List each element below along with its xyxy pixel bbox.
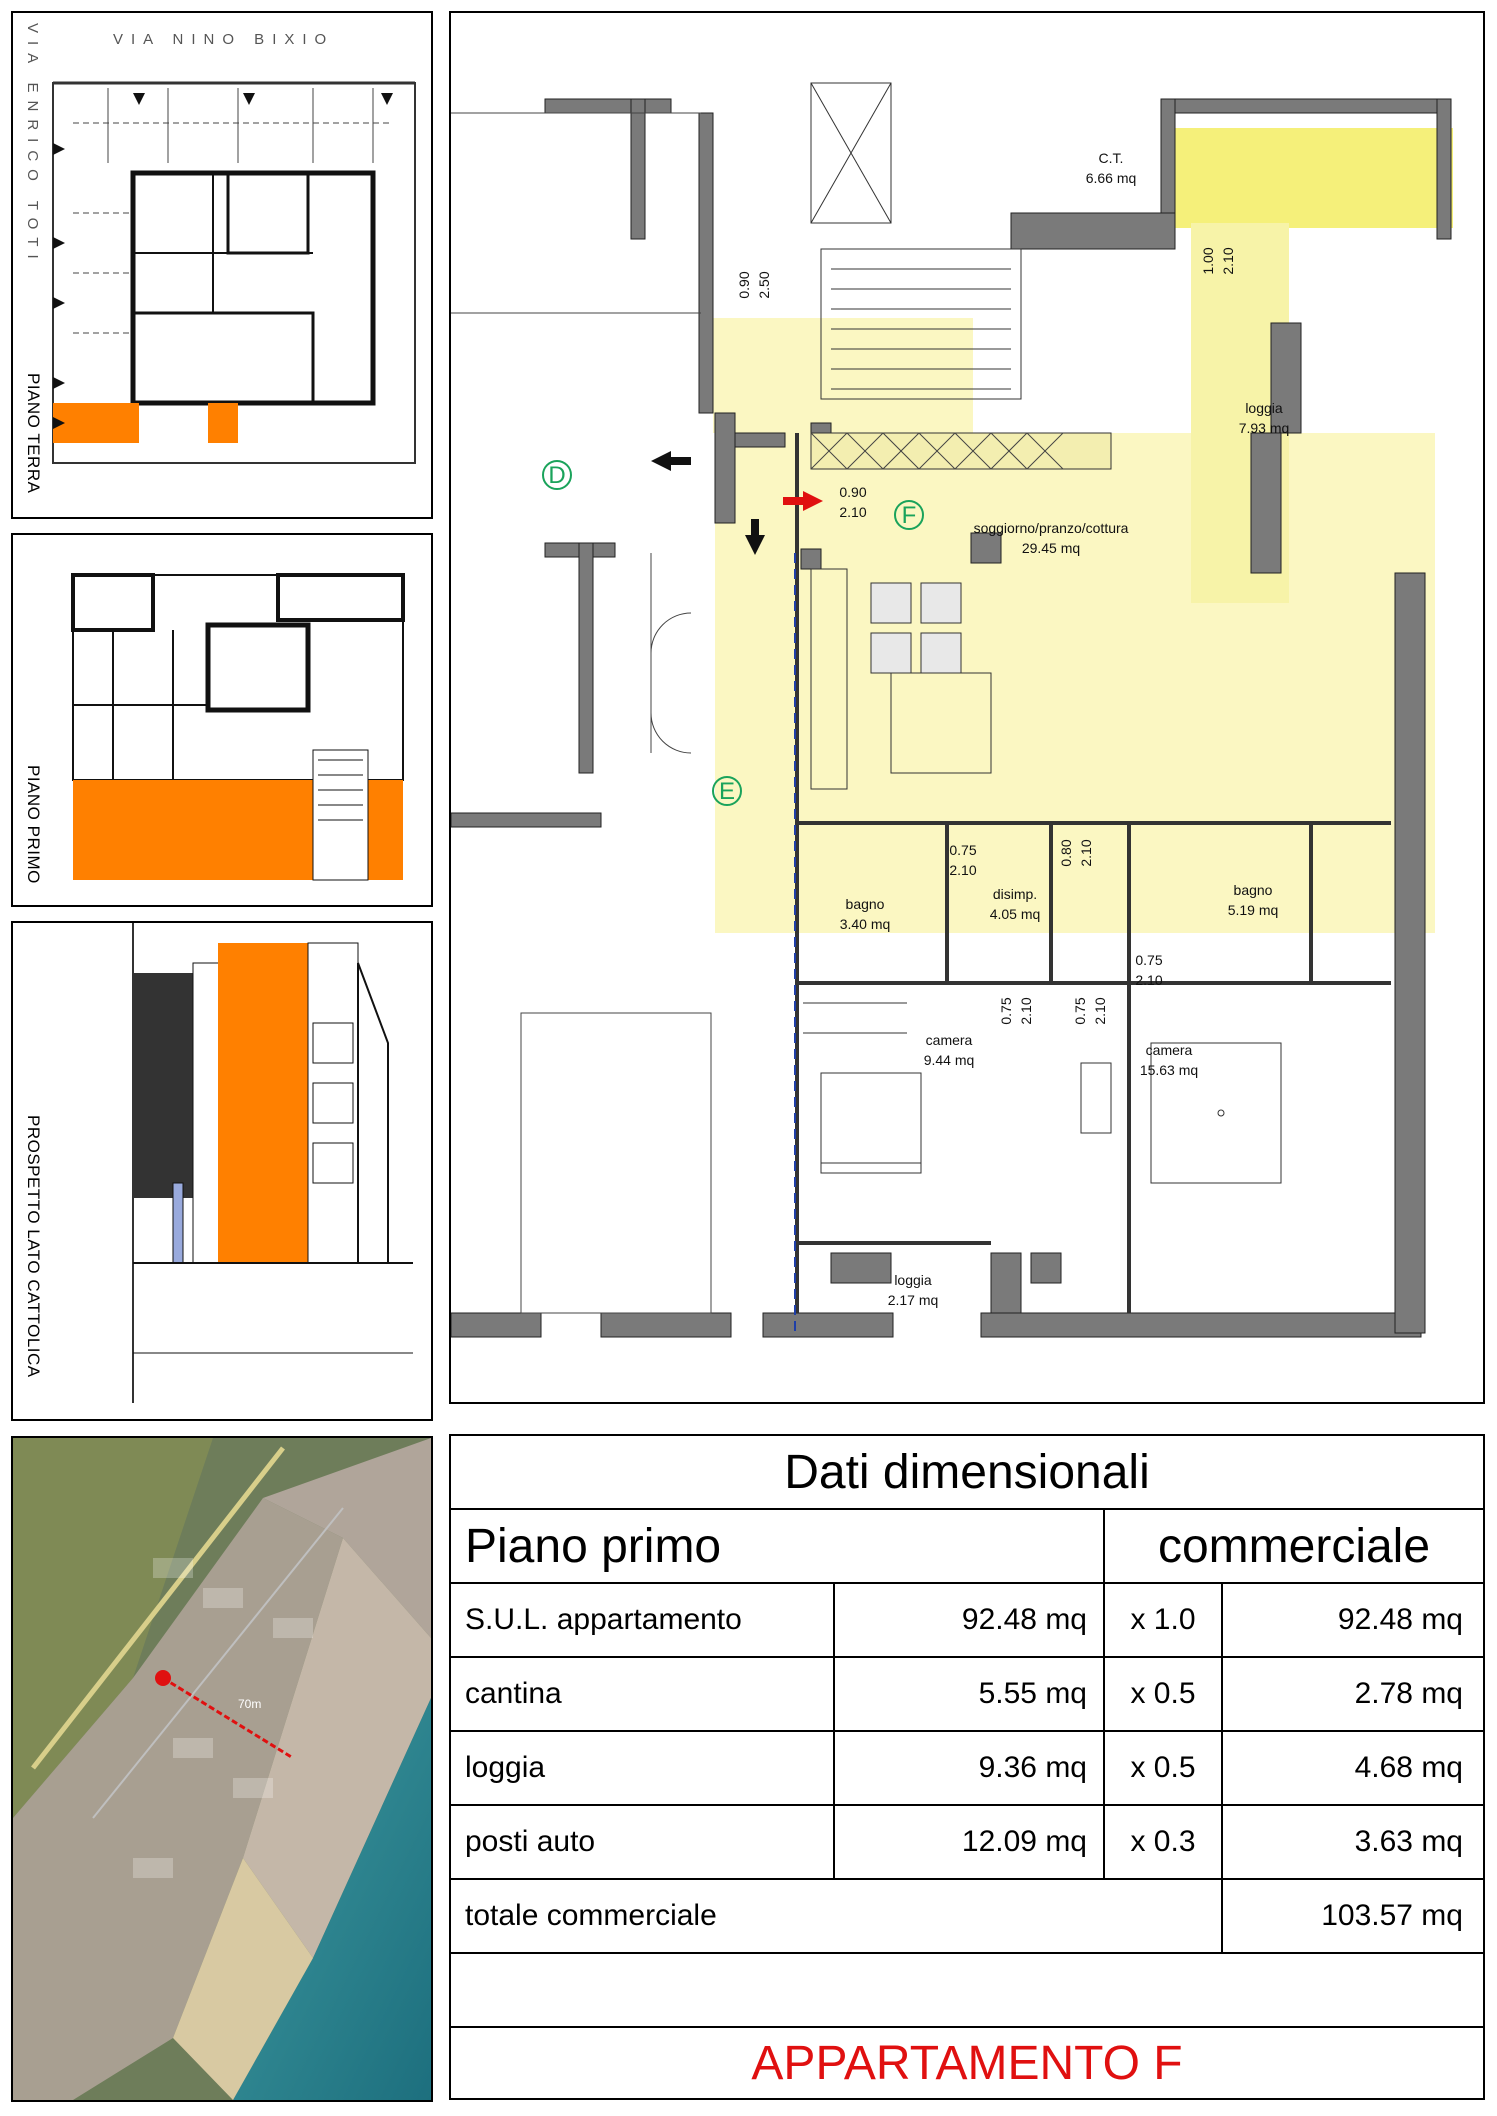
- main-floor-plan-panel: [449, 11, 1485, 1404]
- room-name-ct: C.T.: [1098, 150, 1124, 166]
- dim-1-bottom: 2.50: [756, 271, 772, 299]
- dim-2-bottom: 2.10: [1220, 247, 1236, 275]
- apartment-title: APPARTAMENTO F: [751, 2036, 1183, 2090]
- dim-2-top: 1.00: [1200, 247, 1216, 275]
- dim-6-top: 0.75: [1135, 952, 1163, 968]
- table-header-row: [451, 1510, 1483, 1584]
- room-area-bath-large: 5.19 mq: [1227, 902, 1279, 918]
- room-name-loggia-east: loggia: [1245, 400, 1283, 416]
- street-label-left: VIA ENRICO TOTI: [24, 23, 41, 267]
- row-label: S.U.L. appartamento: [465, 1603, 742, 1636]
- main-floor-plan: [451, 13, 1483, 1402]
- table-row: [451, 1732, 1483, 1806]
- row-commercial: 92.48 mq: [1221, 1584, 1483, 1656]
- unit-marker-e: E: [718, 778, 736, 805]
- room-name-hall: disimp.: [992, 886, 1038, 902]
- table-footer-row: [451, 2028, 1483, 2098]
- room-area-hall: 4.05 mq: [989, 906, 1041, 922]
- dim-4-top: 0.75: [949, 842, 977, 858]
- unit-marker-d: D: [548, 462, 566, 489]
- room-area-bed-small: 9.44 mq: [923, 1052, 975, 1068]
- dimension-data-table: [449, 1434, 1485, 2100]
- ground-floor-label: PIANO TERRA: [24, 373, 43, 494]
- row-commercial: 2.78 mq: [1221, 1658, 1483, 1730]
- aerial-map-panel: [11, 1436, 433, 2102]
- room-name-bath-small: bagno: [845, 896, 885, 912]
- table-title-row: [451, 1436, 1483, 1510]
- elevation-drawing: [13, 923, 431, 1419]
- row-label: loggia: [465, 1751, 546, 1784]
- entrance-arrow-d: [651, 451, 691, 471]
- ct-room-fill: [1163, 128, 1453, 228]
- table-total-row: [451, 1880, 1483, 1954]
- row-commercial: 4.68 mq: [1221, 1732, 1483, 1804]
- room-name-loggia-south: loggia: [894, 1272, 932, 1288]
- table-row: [451, 1806, 1483, 1880]
- dim-3-bottom: 2.10: [839, 504, 867, 520]
- row-area: 12.09 mq: [833, 1806, 1103, 1878]
- table-empty-row: [451, 1954, 1483, 2028]
- total-value: 103.57 mq: [1221, 1880, 1483, 1952]
- dim-3-top: 0.90: [839, 484, 867, 500]
- room-name-bed-small: camera: [925, 1032, 973, 1048]
- row-area: 9.36 mq: [833, 1732, 1103, 1804]
- dim-4-bottom: 2.10: [949, 862, 977, 878]
- row-commercial: 3.63 mq: [1221, 1806, 1483, 1878]
- dim-8-top: 0.75: [1072, 997, 1088, 1025]
- header-floor-label: Piano primo: [465, 1519, 722, 1573]
- map-distance-label: 70m: [238, 1697, 262, 1711]
- ground-floor-plan: [13, 13, 431, 517]
- total-label: totale commerciale: [465, 1899, 717, 1932]
- row-factor: x 0.3: [1103, 1806, 1221, 1878]
- dim-5-top: 0.80: [1058, 839, 1074, 867]
- dim-7-bottom: 2.10: [1018, 997, 1034, 1025]
- first-floor-label: PIANO PRIMO: [24, 765, 43, 884]
- row-factor: x 1.0: [1103, 1584, 1221, 1656]
- dim-6-bottom: 2.10: [1135, 972, 1163, 988]
- first-floor-mini-plan: [13, 535, 431, 905]
- room-name-bed-large: camera: [1145, 1042, 1193, 1058]
- row-factor: x 0.5: [1103, 1732, 1221, 1804]
- elevation-panel: [11, 921, 433, 1421]
- table-title: Dati dimensionali: [784, 1445, 1150, 1499]
- room-area-bath-small: 3.40 mq: [839, 916, 891, 932]
- first-floor-panel: [11, 533, 433, 907]
- room-name-living: soggiorno/pranzo/cottura: [973, 520, 1129, 536]
- header-commercial-label: commerciale: [1103, 1510, 1483, 1582]
- row-factor: x 0.5: [1103, 1658, 1221, 1730]
- row-area: 5.55 mq: [833, 1658, 1103, 1730]
- room-area-loggia-south: 2.17 mq: [887, 1292, 939, 1308]
- row-label: cantina: [465, 1677, 562, 1710]
- unit-marker-f: F: [901, 502, 917, 529]
- dim-8-bottom: 2.10: [1092, 997, 1108, 1025]
- table-row: [451, 1658, 1483, 1732]
- room-area-living: 29.45 mq: [1021, 540, 1081, 556]
- elevation-label: PROSPETTO LATO CATTOLICA: [24, 1115, 43, 1378]
- dim-5-bottom: 2.10: [1078, 839, 1094, 867]
- ground-floor-panel: [11, 11, 433, 519]
- aerial-map: [13, 1438, 431, 2100]
- dim-7-top: 0.75: [998, 997, 1014, 1025]
- street-label-top: VIA NINO BIXIO: [113, 31, 335, 48]
- ground-highlight-2: [208, 403, 238, 443]
- apartment-f-area: [715, 433, 1435, 933]
- elevation-highlight: [218, 943, 308, 1263]
- room-name-bath-large: bagno: [1233, 882, 1273, 898]
- room-area-bed-large: 15.63 mq: [1139, 1062, 1199, 1078]
- table-row: [451, 1584, 1483, 1658]
- ground-highlight-1: [53, 403, 139, 443]
- row-label: posti auto: [465, 1825, 596, 1858]
- room-area-ct: 6.66 mq: [1085, 170, 1137, 186]
- dim-1-top: 0.90: [736, 271, 752, 299]
- row-area: 92.48 mq: [833, 1584, 1103, 1656]
- room-area-loggia-east: 7.93 mq: [1238, 420, 1290, 436]
